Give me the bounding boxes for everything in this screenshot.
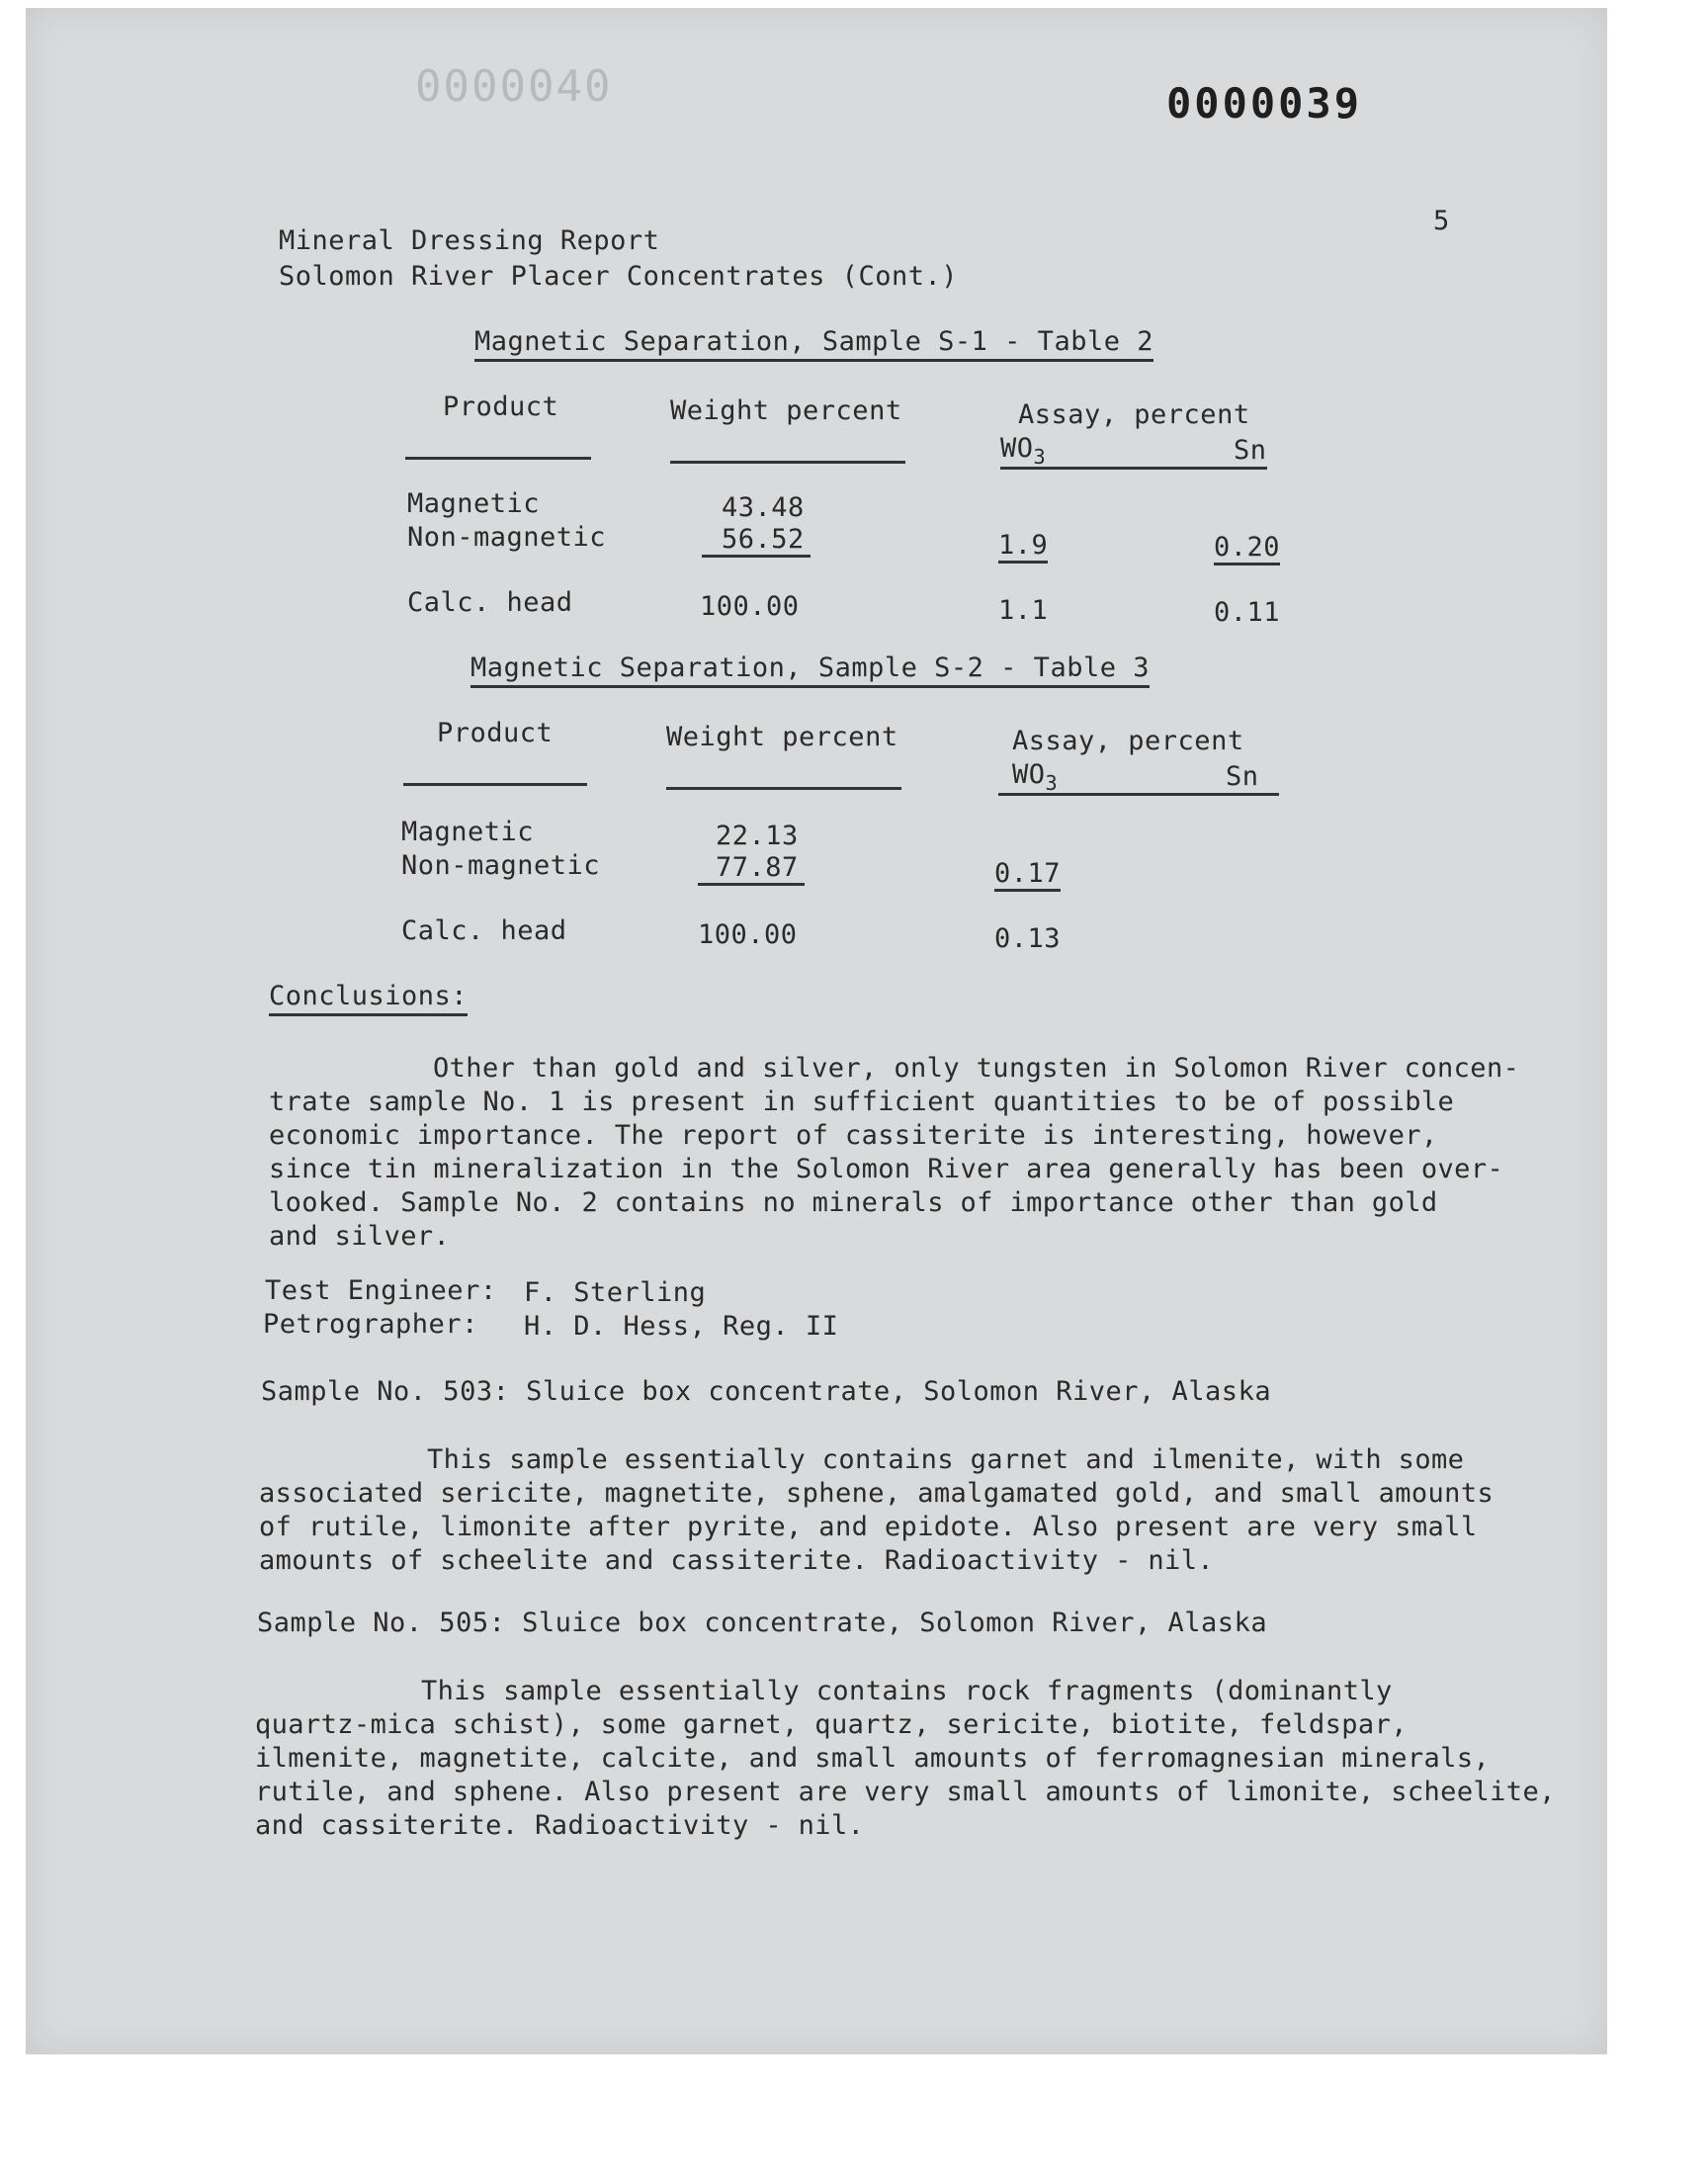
conclusions-line: trate sample No. 1 is present in sufficient quantities to be of possible bbox=[269, 1087, 1455, 1117]
table3-row2-weight: 77.87 bbox=[698, 852, 805, 886]
table3-header-wo3: $WO_3$ bbox=[1012, 759, 1059, 796]
table3-row3-wo3: 0.13 bbox=[994, 923, 1062, 954]
report-subtitle: Solomon River Placer Concentrates (Cont.) bbox=[279, 261, 958, 292]
table3-assay-rule bbox=[998, 793, 1279, 796]
conclusions-line: Other than gold and silver, only tungsten in Solomon River concen- bbox=[433, 1053, 1520, 1084]
page-number: 5 bbox=[1433, 206, 1450, 236]
table3-title: Magnetic Separation, Sample S-2 - Table 3 bbox=[470, 652, 1150, 688]
table2-header-weight: Weight percent bbox=[670, 395, 902, 426]
table3-row1-product: Magnetic bbox=[401, 817, 535, 847]
sample-505-line: and cassiterite. Radioactivity - nil. bbox=[255, 1810, 865, 1841]
sample-505-line: quartz-mica schist), some garnet, quartz, sericite, biotite, feldspar, bbox=[255, 1709, 1408, 1740]
sample-503-line: of rutile, limonite after pyrite, and epidote. Also present are very small bbox=[259, 1512, 1478, 1542]
conclusions-heading: Conclusions: bbox=[269, 981, 468, 1016]
sample-505-heading: Sample No. 505: Sluice box concentrate, Solomon River, Alaska bbox=[257, 1608, 1268, 1638]
table3-row1-weight: 22.13 bbox=[716, 821, 799, 851]
conclusions-line: looked. Sample No. 2 contains no minerals of importance other than gold bbox=[269, 1187, 1438, 1218]
table3-row2-wo3: 0.17 bbox=[994, 858, 1061, 892]
table3-product-rule bbox=[403, 783, 587, 786]
table3-header-sn: Sn bbox=[1226, 761, 1259, 792]
sample-505-line: rutile, and sphene. Also present are very small amounts of limonite, scheelite, bbox=[255, 1777, 1556, 1807]
table2-header-product: Product bbox=[443, 392, 559, 422]
test-engineer-name: F. Sterling bbox=[524, 1277, 707, 1308]
table2-header-assay: Assay, percent bbox=[1018, 399, 1250, 430]
table2-title: Magnetic Separation, Sample S-1 - Table 2 bbox=[474, 326, 1153, 362]
table3-header-assay: Assay, percent bbox=[1012, 726, 1244, 756]
table2-row1-product: Magnetic bbox=[407, 488, 541, 519]
table3-row3-weight: 100.00 bbox=[698, 919, 798, 950]
table2-assay-rule bbox=[1000, 467, 1267, 470]
table3-row3-product: Calc. head bbox=[401, 915, 567, 946]
conclusions-line: economic importance. The report of cassiterite is interesting, however, bbox=[269, 1120, 1438, 1151]
table2-row2-product: Non-magnetic bbox=[407, 522, 607, 553]
table2-product-rule bbox=[405, 457, 591, 460]
table2-row2-weight: 56.52 bbox=[702, 524, 811, 558]
test-engineer-label: Test Engineer: bbox=[265, 1275, 497, 1306]
conclusions-line: and silver. bbox=[269, 1221, 451, 1252]
table2-row2-wo3: 1.9 bbox=[998, 530, 1048, 564]
table2-header-sn: Sn bbox=[1234, 435, 1267, 466]
table3-header-weight: Weight percent bbox=[666, 722, 898, 752]
table3-header-product: Product bbox=[437, 718, 554, 748]
sample-503-heading: Sample No. 503: Sluice box concentrate, Solomon River, Alaska bbox=[261, 1376, 1272, 1407]
ghost-document-number: 0000040 bbox=[415, 61, 613, 112]
sample-505-line: ilmenite, magnetite, calcite, and small amounts of ferromagnesian minerals, bbox=[255, 1743, 1491, 1774]
conclusions-paragraph bbox=[269, 1052, 1519, 1254]
table2-row3-wo3: 1.1 bbox=[998, 595, 1049, 626]
sample-503-paragraph bbox=[259, 1443, 1494, 1578]
sample-503-line: This sample essentially contains garnet and ilmenite, with some bbox=[427, 1444, 1465, 1475]
table2-weight-rule bbox=[670, 461, 905, 464]
document-number: 0000039 bbox=[1166, 79, 1363, 128]
table2-row3-sn: 0.11 bbox=[1214, 597, 1281, 628]
table2-row1-weight: 43.48 bbox=[722, 492, 805, 523]
conclusions-line: since tin mineralization in the Solomon River area generally has been over- bbox=[269, 1154, 1504, 1184]
petrographer-label: Petrographer: bbox=[263, 1309, 478, 1340]
table2-row3-product: Calc. head bbox=[407, 587, 573, 618]
table3-weight-rule bbox=[666, 787, 901, 790]
sample-503-line: amounts of scheelite and cassiterite. Radioactivity - nil. bbox=[259, 1545, 1215, 1576]
petrographer-name: H. D. Hess, Reg. II bbox=[524, 1311, 839, 1342]
table2-header-wo3: $WO_3$ bbox=[1000, 433, 1047, 470]
report-title: Mineral Dressing Report bbox=[279, 225, 660, 256]
sample-503-line: associated sericite, magnetite, sphene, amalgamated gold, and small amounts bbox=[259, 1478, 1494, 1509]
sample-505-line: This sample essentially contains rock fragments (dominantly bbox=[421, 1676, 1393, 1706]
table2-row2-sn: 0.20 bbox=[1214, 532, 1280, 566]
sample-505-paragraph bbox=[255, 1675, 1556, 1843]
table3-row2-product: Non-magnetic bbox=[401, 850, 601, 881]
table2-row3-weight: 100.00 bbox=[700, 591, 800, 622]
